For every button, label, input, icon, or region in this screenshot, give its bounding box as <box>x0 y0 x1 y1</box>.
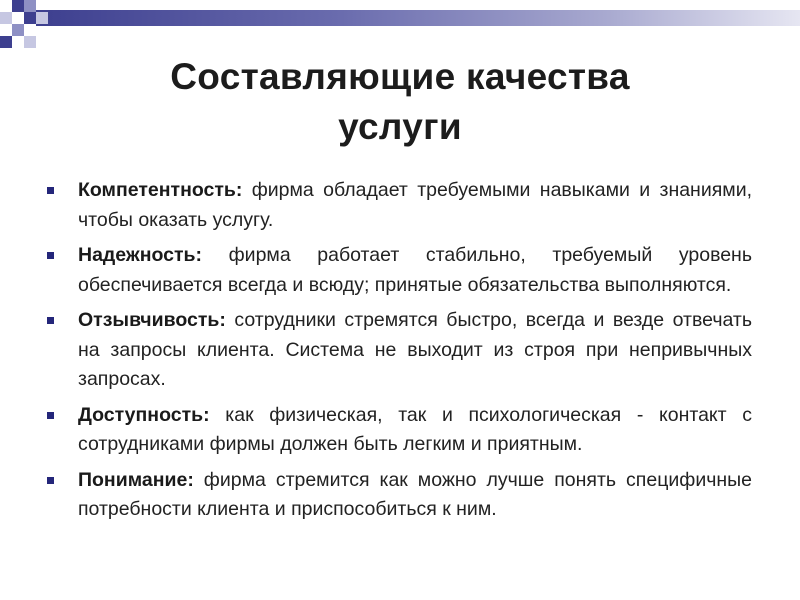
bullet-term: Доступность: <box>78 403 210 426</box>
decor-square <box>24 0 36 12</box>
list-item <box>0 466 800 525</box>
bullet-square-icon <box>47 412 54 419</box>
bullet-description: фирма обладает требуемыми навыками и знаниями, чтобы оказать услугу. <box>78 179 752 231</box>
bullet-text <box>78 306 752 395</box>
list-item <box>0 306 800 395</box>
bullet-square-icon <box>47 187 54 194</box>
bullet-list <box>0 176 800 531</box>
bullet-term: Надежность: <box>78 244 203 266</box>
bullet-term: Отзывчивость: <box>78 309 226 331</box>
bullet-description: фирма работает стабильно, требуемый уровень обеспечивается всегда и всюду; принятые обязательства выполняются. <box>78 244 752 296</box>
decor-square <box>24 36 36 48</box>
bullet-description: как физическая, так и психологическая - контакт с сотрудниками фирмы должен быть легким и приятным. <box>78 403 752 455</box>
decor-square <box>12 24 24 36</box>
bullet-text <box>78 241 752 300</box>
slide-title <box>60 52 740 152</box>
bullet-description: сотрудники стремятся быстро, всегда и везде отвечать на запросы клиента. Система не выходит из строя при непривычных запросах. <box>78 309 752 390</box>
list-item <box>0 176 800 235</box>
header-gradient-bar <box>36 10 800 26</box>
decor-square <box>12 0 24 12</box>
list-item <box>0 241 800 300</box>
decor-square <box>36 12 48 24</box>
bullet-square-icon <box>47 317 54 324</box>
bullet-square-icon <box>47 477 54 484</box>
bullet-term: Понимание: <box>78 468 194 491</box>
bullet-description: фирма стремится как можно лучше понять специфичные потребности клиента и приспособиться к ним. <box>78 468 752 520</box>
list-item <box>0 401 800 460</box>
header-decoration <box>0 0 800 48</box>
bullet-text <box>78 401 752 460</box>
slide-title-line-1: Составляющие качества <box>170 56 630 97</box>
slide-title-line-2: услуги <box>338 106 462 147</box>
bullet-term: Компетентность: <box>78 179 243 201</box>
bullet-square-icon <box>47 252 54 259</box>
decor-square <box>0 36 12 48</box>
bullet-text <box>78 176 752 235</box>
decor-square <box>0 12 12 24</box>
decor-square <box>24 12 36 24</box>
bullet-text <box>78 466 752 525</box>
